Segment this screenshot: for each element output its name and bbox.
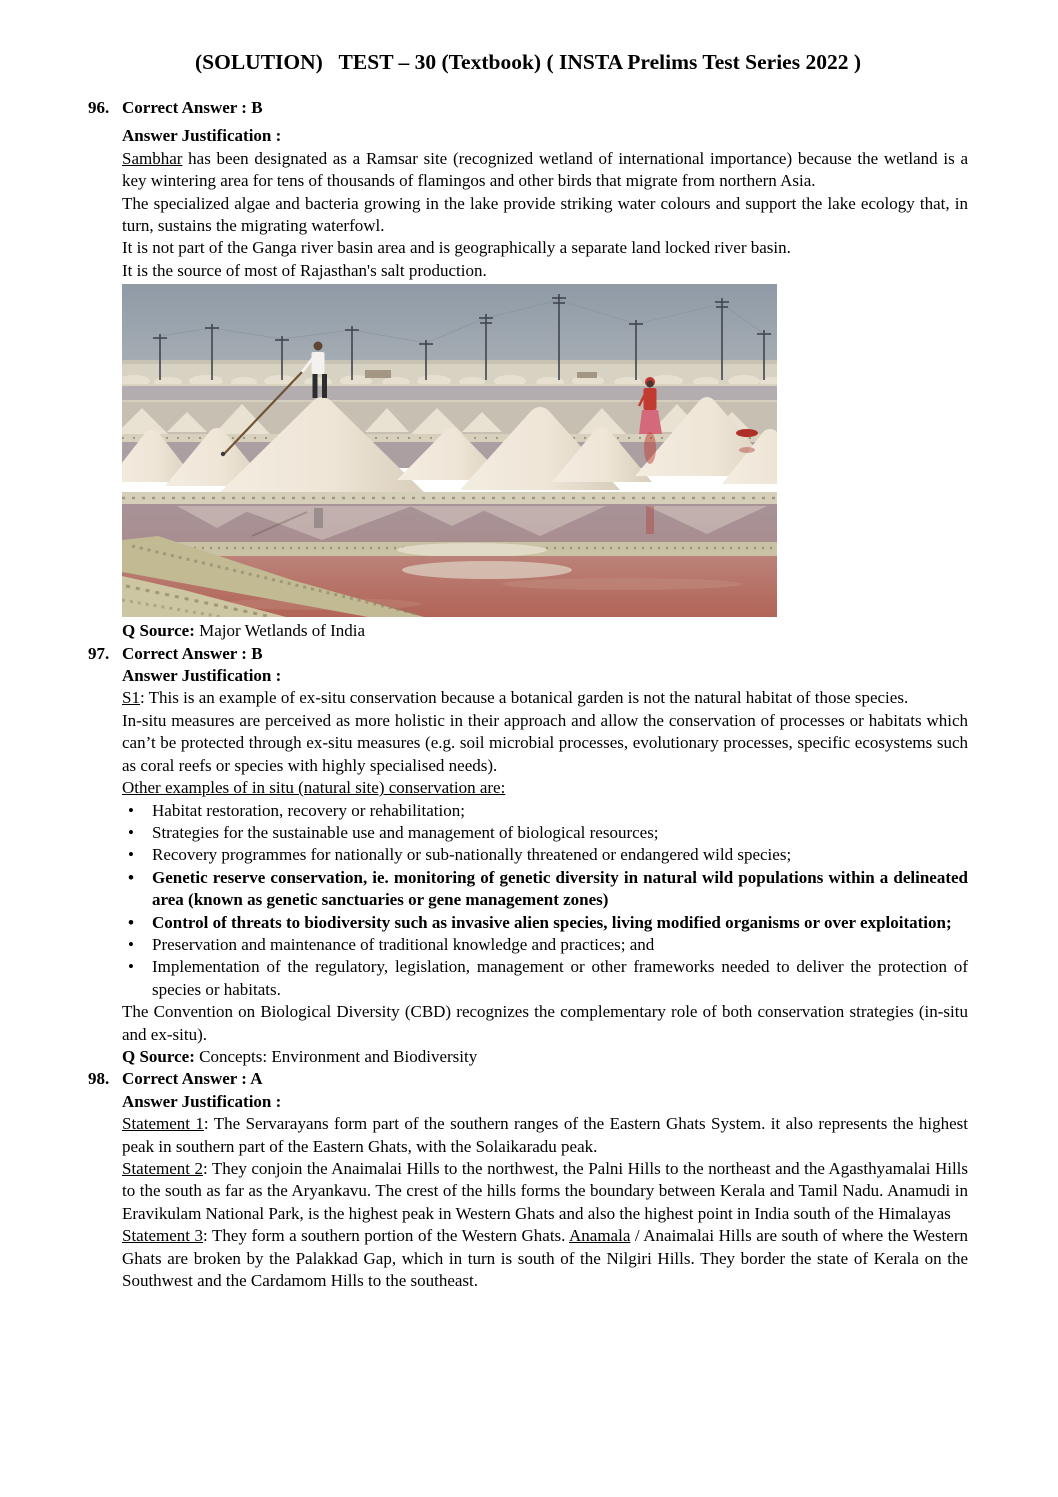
q-source-line xyxy=(122,620,968,642)
woman-reflection-near xyxy=(644,432,656,464)
question-96 xyxy=(88,97,968,643)
question-body xyxy=(122,97,968,643)
underlined-term: Statement 3 xyxy=(122,1226,204,1246)
paragraph-text: : They conjoin the Anaimalai Hills to the northwest, the Palni Hills to the northeast and the Agasthyamalai Hills to the south as far as the Aryankavu. The crest of the hills forms the boundary between Kerala and Tamil Nadu. Anamudi in Eravikulam National Park, is the highest peak in Western Ghats and also the highest point in India south of the Himalayas xyxy=(122,1159,969,1223)
q-source-label: Q Source: xyxy=(122,1046,195,1066)
underlined-term: Statement 1 xyxy=(122,1114,204,1134)
justification-heading: Answer Justification : xyxy=(122,666,282,686)
question-number: 98. xyxy=(88,1069,110,1089)
red-cloth xyxy=(736,429,758,437)
paragraph: In-situ measures are perceived as more holistic in their approach and allow the conservation of processes or habitats which can’t be protected through ex-situ measures (e.g. soil microbial processes, evolutionary processes, specific ecosystems such as coral reefs or species with highly specialised needs). xyxy=(122,710,968,775)
paragraph: It is not part of the Ganga river basin area and is geographically a separate land locked river basin. xyxy=(122,238,791,258)
paragraph xyxy=(122,1158,968,1225)
q-source-text: Concepts: Environment and Biodiversity xyxy=(194,1046,478,1066)
question-number: 96. xyxy=(88,98,110,117)
list-item xyxy=(122,934,968,956)
paragraph-text: : They form a southern portion of the Western Ghats. xyxy=(203,1226,570,1246)
underlined-term: Anamala xyxy=(569,1226,631,1246)
justification-heading: Answer Justification : xyxy=(122,1091,282,1111)
q-source-text: Major Wetlands of India xyxy=(194,621,366,641)
paragraph: It is the source of most of Rajasthan's salt production. xyxy=(122,260,487,280)
paragraph xyxy=(122,148,968,193)
paragraph xyxy=(122,1113,968,1158)
q-source-line xyxy=(122,1046,968,1068)
question-97 xyxy=(88,643,968,1069)
underlined-term: Sambhar xyxy=(122,148,183,168)
question-number: 97. xyxy=(88,643,110,663)
list-item xyxy=(122,912,968,934)
bullet-text: Recovery programmes for nationally or sub-nationally threatened or endangered wild species; xyxy=(152,845,792,865)
sambhar-salt-pans-photo xyxy=(122,284,777,617)
bullet-text: Habitat restoration, recovery or rehabilitation; xyxy=(152,800,465,820)
question-body xyxy=(122,643,968,1069)
underlined-term: Statement 2 xyxy=(122,1159,203,1178)
bullet-text: Strategies for the sustainable use and management of biological resources; xyxy=(152,822,659,842)
bullet-text: Control of threats to biodiversity such as invasive alien species, living modified organisms or over exploitation; xyxy=(152,912,952,932)
paragraph-text: / Anaimalai Hills are south of where the Western Ghats are broken by the Palakkad Gap, which in turn is south of the Nilgiri Hills. They border the state of Kerala on the Southwest and the Cardamom Hills to the southeast. xyxy=(122,1226,969,1291)
paragraph xyxy=(122,1225,968,1292)
bullet-text: Preservation and maintenance of traditional knowledge and practices; and xyxy=(152,934,655,954)
list-item xyxy=(122,867,968,912)
list-item xyxy=(122,800,968,822)
paragraph xyxy=(122,687,968,709)
underlined-heading: Other examples of in situ (natural site) conservation are: xyxy=(122,778,506,798)
paragraph-text: : The Servarayans form part of the southern ranges of the Eastern Ghats System. it also represents the highest peak in southern part of the Eastern Ghats, with the Solaikaradu peak. xyxy=(122,1114,968,1156)
list-item xyxy=(122,844,968,866)
correct-answer-line: Correct Answer : B xyxy=(122,98,263,117)
justification-heading: Answer Justification : xyxy=(122,126,282,146)
paragraph-text: has been designated as a Ramsar site (recognized wetland of international importance) because the wetland is a key wintering area for tens of thousands of flamingos and other birds that migrate from northern Asia. xyxy=(122,148,968,191)
paragraph xyxy=(122,777,968,799)
paragraph: The Convention on Biological Diversity (CBD) recognizes the complementary role of both conservation strategies (in-situ and ex-situ). xyxy=(122,1002,968,1044)
question-98 xyxy=(88,1068,968,1292)
in-situ-examples-list xyxy=(122,800,968,1002)
correct-answer-line: Correct Answer : A xyxy=(122,1069,263,1089)
correct-answer-line: Correct Answer : B xyxy=(122,643,263,663)
list-item xyxy=(122,956,968,1001)
paragraph-text: : This is an example of ex-situ conservation because a botanical garden is not the natural habitat of those species. xyxy=(139,688,909,708)
q-source-label: Q Source: xyxy=(122,621,195,641)
paragraph: The specialized algae and bacteria growing in the lake provide striking water colours and support the lake ecology that, in turn, sustains the migrating waterfowl. xyxy=(122,193,968,236)
list-item xyxy=(122,822,968,844)
bullet-text: Genetic reserve conservation, ie. monitoring of genetic diversity in natural wild populations within a delineated area (known as genetic sanctuaries or gene management zones) xyxy=(152,867,968,910)
underlined-term: S1 xyxy=(122,688,140,708)
woman-reflection-far xyxy=(646,506,654,534)
page-title: (SOLUTION) TEST – 30 (Textbook) ( INSTA Prelims Test Series 2022 ) xyxy=(195,50,861,74)
bullet-text: Implementation of the regulatory, legislation, management or other frameworks needed to deliver the protection of species or habitats. xyxy=(152,957,968,999)
question-body xyxy=(122,1068,968,1292)
